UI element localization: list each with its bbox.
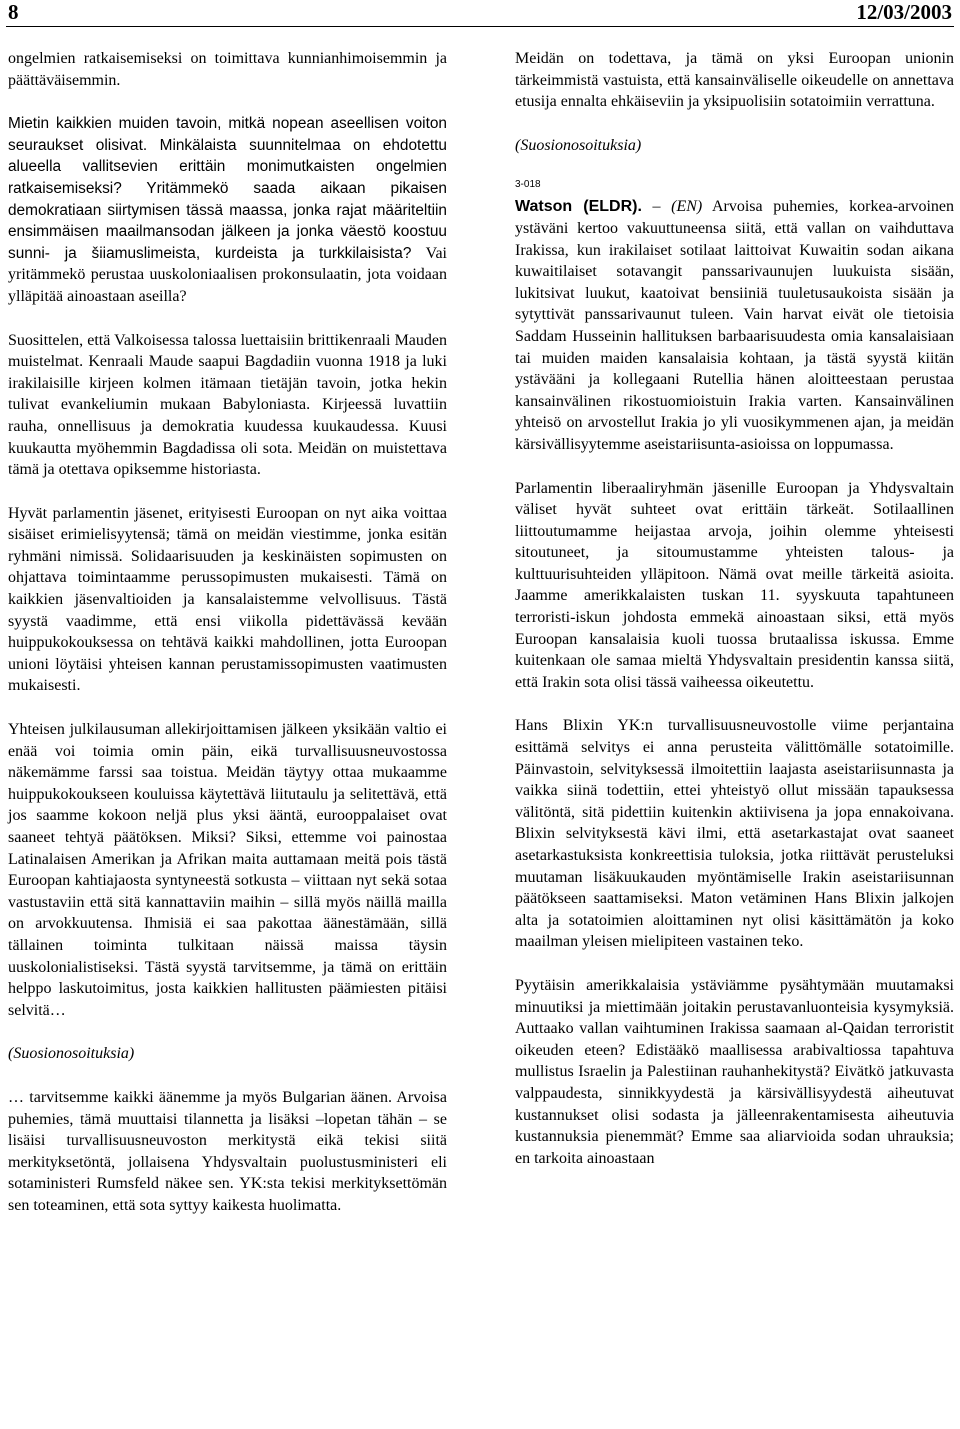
applause-note: (Suosionosoituksia) (8, 1045, 135, 1063)
speaker-name: Watson (ELDR). (515, 198, 642, 216)
paragraph (8, 113, 447, 307)
paragraph: Pyytäisin amerikkalaisia ystäviämme pysähtymään muutamaksi minuutiksi ja miettimään joitakin perustavanluonteisia kysymyksiä. Auttaako vallan vaihtuminen Irakissa saamaan al-Qaidan terroristit oikeuden eteen? Edistääkö maallisessa arabivaltiossa tapahtuva mullistus Israelin ja Palestiinan rauhanhekitystä? Eivätkö jatkuvasta valppaudesta, sinnikkyydestä ja kärsivällisyydestä aiheutuvat kustannukset olisi sodasta ja jälleenrakentamisesta aiheutuvia kustannuksia pienemmät? Emme saa aliarvioida sodan uhrauksia; en tarkoita ainoastaan (515, 976, 954, 1167)
speaker-language: – (EN) (641, 198, 703, 216)
paragraph: … tarvitsemme kaikki äänemme ja myös Bulgarian äänen. Arvoisa puhemies, tämä muuttaisi tilannetta ja lisäksi –lopetan tähän – se lisäisi turvallisuusneuvoston merkitystä eikä tekisi siitä merkityksetöntä, jollaisena Yhdysvaltain puolustusministeri eli sotaministeri Rumsfeld näkee sen. YK:sta tekisi merkityksettömän sen toteaminen, että sota syttyy kaikesta huolimatta. (8, 1088, 447, 1214)
paragraph: Yhteisen julkilausuman allekirjoittamisen jälkeen yksikään valtio ei enää voi toimia omin päin, eikä turvallisuusneuvostossa näkemämme farssi saa toistua. Meidän täytyy ottaa mukaamme huippukokoukseen kouluissa käytettävä liitutaulu ja selitettävä, että jos saamme kokoon neljä plus yksi ääntä, eurooppalaiset ovat saaneet tehtyä päätöksen. Miksi? Siksi, ettemme voi painostaa Latinalaisen Amerikan ja Afrikan maita auttamaan meitä pois tästä Euroopan kahtiajaosta syntyneestä sotkusta – viittaan nyt sekä sotaa vastustaviin että sitä kannattaviin maihin – sillä myös näillä mailla on arvokkuutensa. Ihmisiä ei saa pakottaa äänestämään, sillä tällainen toiminta tulkitaan näissä maissa täysin uuskolonialistiseksi. Tästä syystä tarvitsemme, ja tämä on erittäin helppo laskutoimitus, josta kaikkien hallitusten päämiesten pitäisi selvitä… (8, 721, 447, 1019)
paragraph: ongelmien ratkaisemiseksi on toimittava kunnianhimoisemmin ja päättäväisemmin. (8, 50, 447, 89)
item-number: 3-018 (515, 179, 541, 191)
paragraph: Hyvät parlamentin jäsenet, erityisesti Euroopan on nyt aika voittaa sisäiset erimielisyytensä; tämä on meidän viestimme, jonka esitän ryhmäni nimissä. Solidaarisuuden ja keskinäisten sopimusten on ohjattava toimintaamme perussopimusten mukaisesti. Tämä on kaikkien jäsenvaltioiden ja kansalaistemme velvollisuus. Tästä syystä vaadimme, että ensi viikolla pidettävässä kevään huippukokouksessa on tehtävä kaikki mahdollinen, jotta Euroopan unioni löytäisi yhteisen kannan perustamissopimusten vaatimusten mukaisesti. (8, 504, 447, 695)
page-header (6, 0, 954, 27)
right-column (515, 48, 954, 1191)
paragraph: Suosittelen, että Valkoisessa talossa luettaisiin brittikenraali Mauden muistelmat. Kenraali Maude saapui Bagdadiin vuonna 1918 ja luki irakilaisille kirjeen kolmen itämaan tietäjän tavoin, jotka hekin tulivat evankeliumin mukaan Babyloniasta. Kirjeessä luvattiin rauha, onnellisuus ja demokratia kuudessa kuukaudessa. Kuusi kuukautta myöhemmin Bagdadissa oli sota. Meidän on muistettava tämä ja otettava opiksemme historiasta. (8, 331, 447, 479)
speech-paragraph (515, 196, 954, 455)
left-column (8, 48, 447, 1239)
page-number: 8 (8, 0, 19, 24)
paragraph: Meidän on todettava, ja tämä on yksi Euroopan unionin tärkeimmistä vastuista, että kansainväliselle oikeudelle on annettava etusija ennalta ehkäiseviin ja yksipuolisiin sotatoimiin verrattuna. (515, 50, 954, 111)
paragraph: Hans Blixin YK:n turvallisuusneuvostolle viime perjantaina esittämä selvitys ei anna perusteita välittömälle sotatoimille. Päinvastoin, selvityksessä ilmoitettiin laajasta aseistariisunnasta ja vaikka siinä todettiin, ettei yhteistyö ollut missään tapauksessa välitöntä, sitä pidettiin kuitenkin aktiivisena ja jopa ennakoivana. Blixin selvityksestä kävi ilmi, että asetarkastajat ovat saaneet asetarkastuksista konkreettisia tuloksia, jotka riittävät perusteluksi muutaman lisäkuukauden myöntämiselle Irakin aseistariisunnan päätökseen saattamiseksi. Maton vetäminen Hans Blixin jalkojen alta ja sotatoimien aloittaminen nyt olisi käsittämätön ja koko maailman yleisen mielipiteen vastainen teko. (515, 717, 954, 951)
paragraph-text: Vai yritämmekö perustaa uuskoloniaalisen prokonsulaatin, jota voidaan ylläpitää ainoastaan aseilla? (8, 244, 447, 305)
document-date: 12/03/2003 (856, 0, 952, 24)
applause-note: (Suosionosoituksia) (515, 136, 642, 154)
speech-text: Arvoisa puhemies, korkea-arvoinen ystäväni kertoo vakuuttuneensa siitä, että vallan on vaihduttava Irakissa, kun irakilaiset sotilaat laittoivat Kuwaitin sodan aikana kuwaitilaiset sotavangit panssarivaunujen luukuista sisään, lukitsivat luukut, kaatoivat bensiiniä tuuletusaukoista sisään ja sytyttivät panssarivaunut tuleen. Vain harvat eivät ole tietoisia Saddam Husseinin hallituksen barbaarisuudesta omia kansalaisiaan tai muiden maiden kansalaisia kohtaan, ja tästä syystä kiitän ystävääni ja kollegaani Rutellia hänen aloitteestaan perustaa kansainvälinen rikostuomioistuin Irakia varten. Kansainvälinen yhteisö on arvostellut Irakia jo yli vuosikymmenen ajan, ja meidän kärsivällisyytemme aseistariisunta-asioissa on loppumassa. (515, 198, 955, 453)
paragraph: Parlamentin liberaaliryhmän jäsenille Euroopan ja Yhdysvaltain väliset hyvät suhteet ovat erittäin tärkeät. Sotilaallinen liittoutumamme heijastaa arvoja, joihin olemme yhteisesti sitoutuneet, ja sitoumustamme yhteisten talous- ja kulttuurisuhteiden ylläpitoon. Nämä ovat meille tärkeitä asioita. Jaamme amerikkalaisten tuskan 11. syyskuuta tapahtuneen terroristi-iskun johdosta emmekä ainoastaan siksi, että myös Euroopan kansalaisia kuoli tuossa brutaalissa iskussa. Emme kuitenkaan ole samaa mieltä Yhdysvaltain presidentin kanssa siitä, että Irakin sota olisi tässä vaiheessa oikeutettu. (515, 479, 954, 691)
paragraph-sans-text: Mietin kaikkien muiden tavoin, mitkä nopean aseellisen voiton seuraukset olisivat. Minkälaista suunnitelmaa on ehdotettu alueella vallitsevien erittäin monimutkaisten ongelmien ratkaisemiseksi? Yritämmekö saada aikaan pikaisen demokratiaan siirtymisen tässä maassa, jonka rajat määriteltiin ensimmäisen maailmansodan jälkeen ja jonka väestö koostuu sunni- ja šiiamuslimeista, kurdeista ja turkkilaisista? (8, 115, 447, 262)
